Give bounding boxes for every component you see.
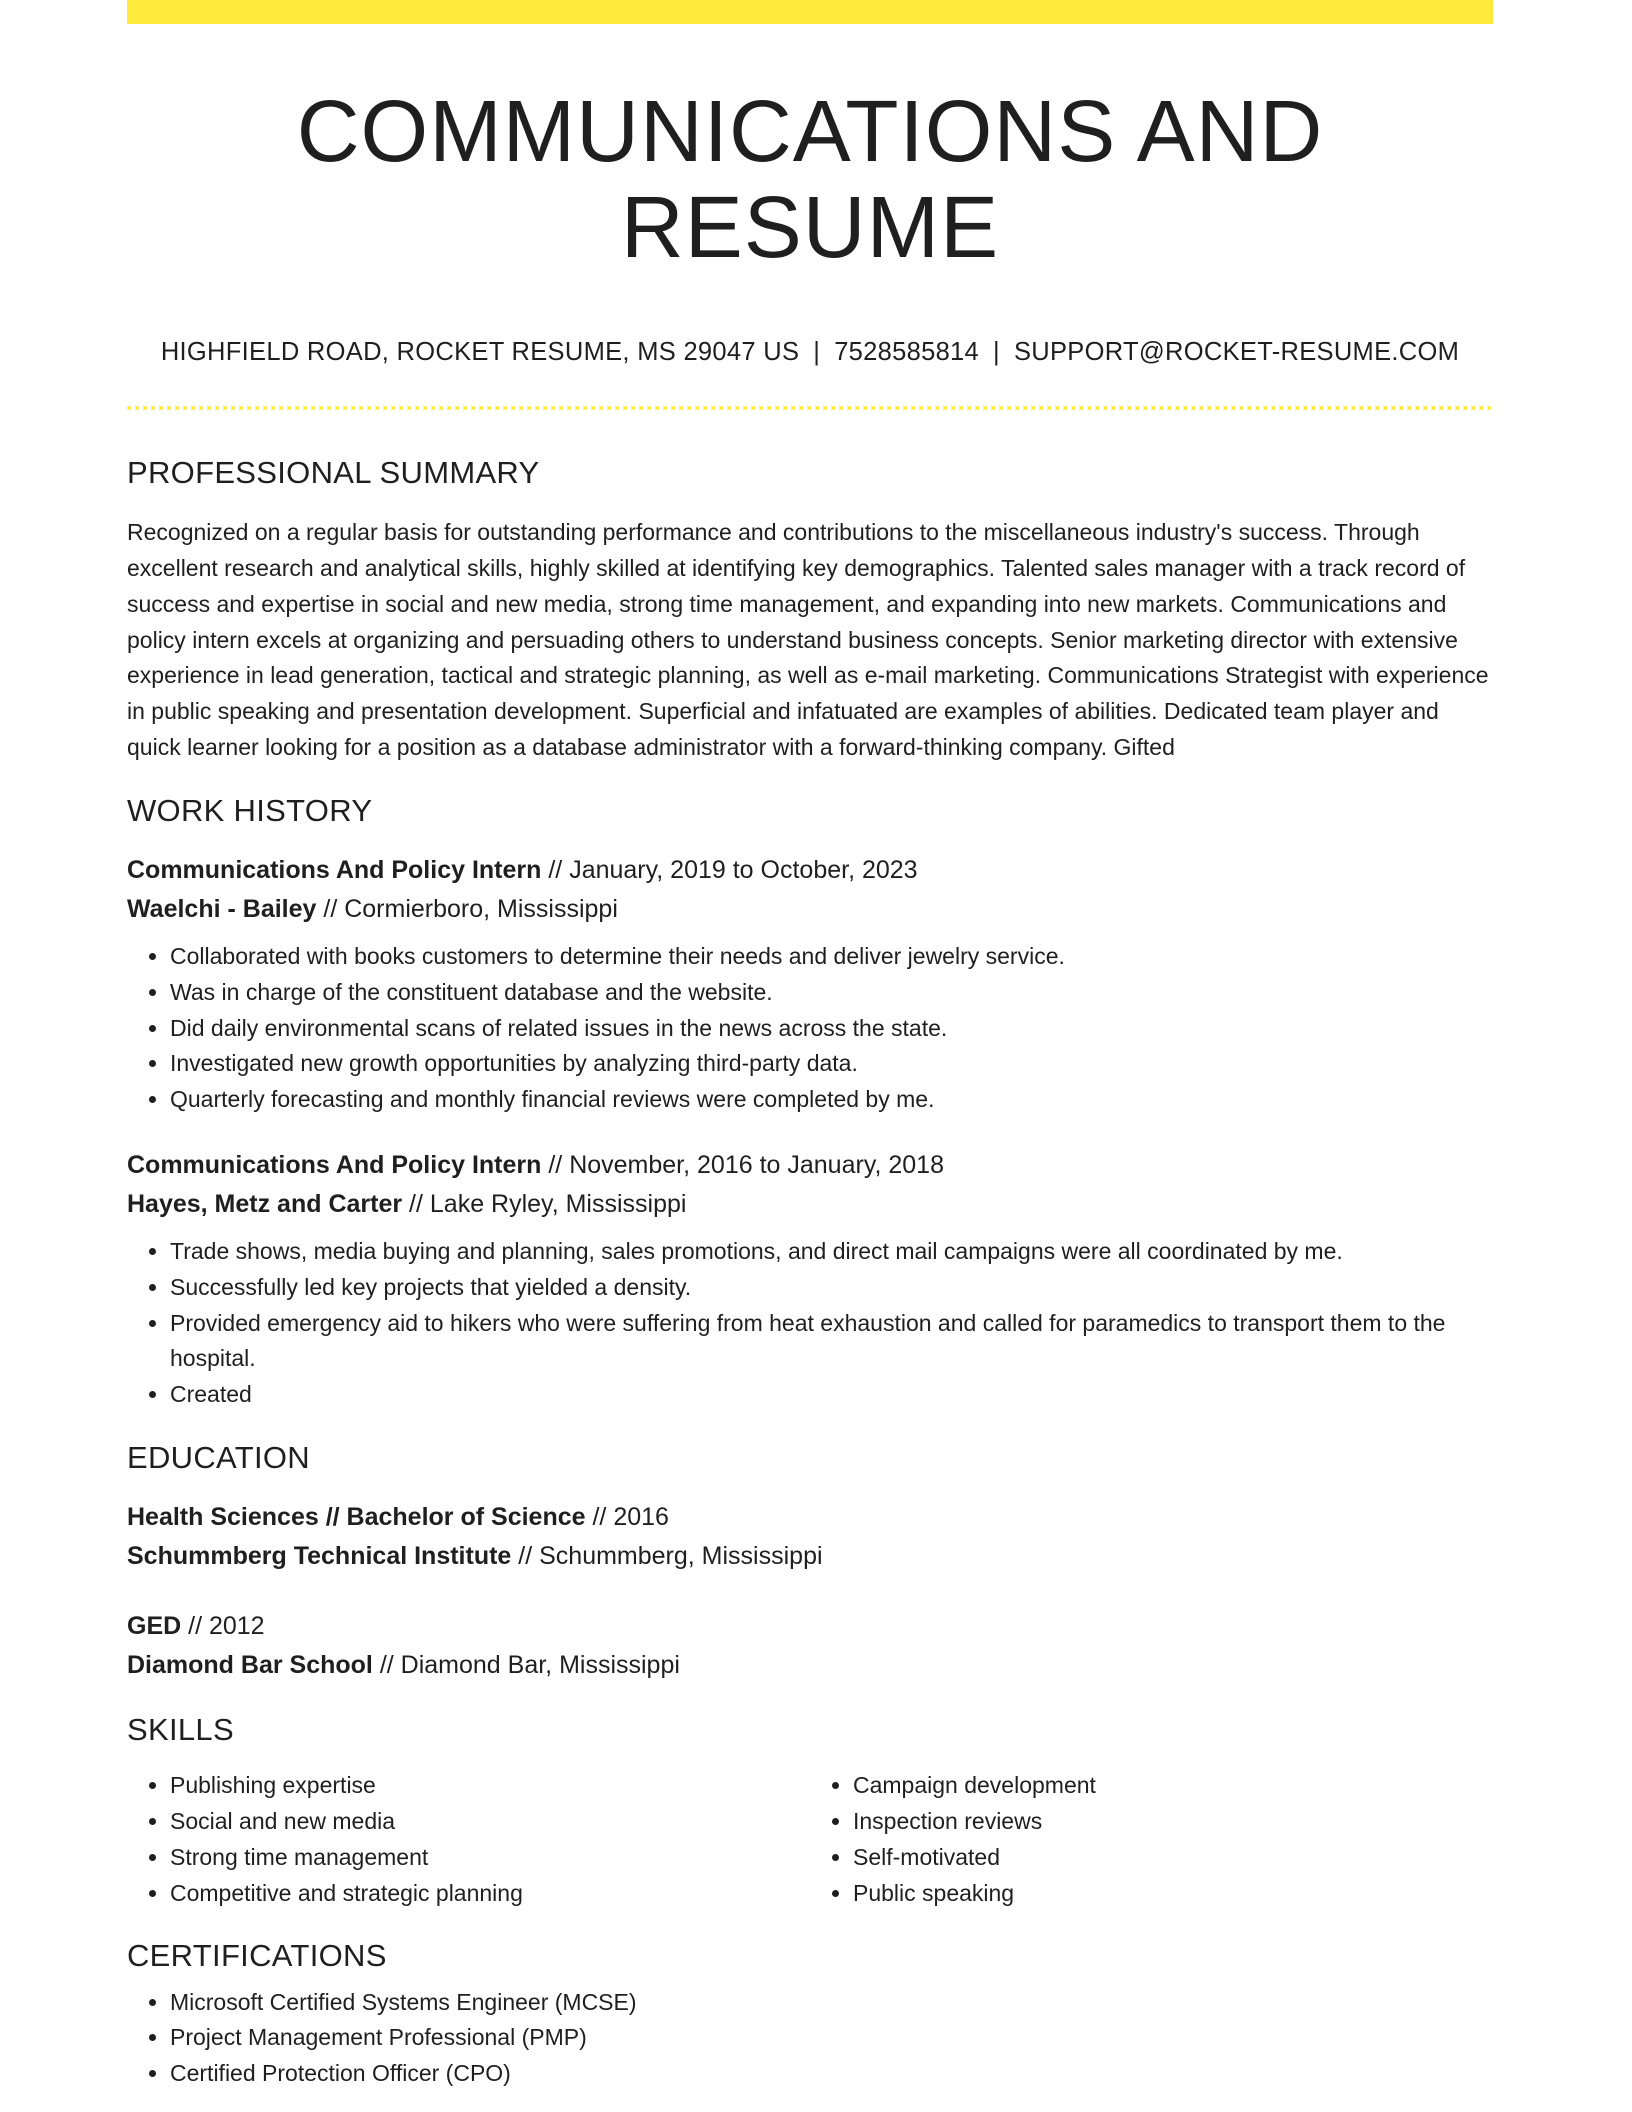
list-item: • Campaign development xyxy=(853,1768,1493,1804)
contact-address: HIGHFIELD ROAD, ROCKET RESUME, MS 29047 US xyxy=(160,338,800,367)
job-title-line xyxy=(127,851,1493,890)
summary-text: Recognized on a regular basis for outstanding performance and contributions to the miscellaneous industry's success. Through excellent research and analytical skills, highly skilled at identifying key demographics. Talented sales manager with a track record of success and expertise in social and new media, strong time management, and expanding into new markets. Communications and policy intern excels at organizing and persuading others to understand business concepts. Senior marketing director with extensive experience in lead generation, tactical and strategic planning, as well as e-mail marketing. Communications Strategist with experience in public speaking and presentation development. Superficial and infatuated are examples of abilities. Dedicated team player and quick learner looking for a position as a database administrator with a forward-thinking company. Gifted xyxy=(127,519,1489,760)
dotted-divider xyxy=(127,406,1493,410)
graduation-year: // 2016 xyxy=(585,1503,669,1532)
job-bullets xyxy=(127,939,1493,1118)
school: Schummberg Technical Institute xyxy=(127,1542,512,1571)
job-title-line xyxy=(127,1146,1493,1185)
list-item: • Inspection reviews xyxy=(853,1804,1493,1840)
list-item: • Was in charge of the constituent database and the website. xyxy=(170,975,1493,1011)
list-item: • Successfully led key projects that yielded a density. xyxy=(170,1270,1493,1306)
list-item: • Investigated new growth opportunities by analyzing third-party data. xyxy=(170,1046,1493,1082)
job-title: Communications And Policy Intern xyxy=(127,1150,542,1179)
list-item: • Strong time management xyxy=(170,1840,810,1876)
graduation-year: // 2012 xyxy=(181,1612,265,1641)
summary-section xyxy=(127,454,1493,766)
school-line xyxy=(127,1646,1493,1685)
list-item: • Public speaking xyxy=(853,1876,1493,1912)
education-section xyxy=(127,1439,1493,1685)
job-company-line xyxy=(127,1185,1493,1224)
skills-column-right xyxy=(810,1768,1493,1911)
list-item: • Certified Protection Officer (CPO) xyxy=(170,2056,1493,2092)
job-location: // Lake Ryley, Mississippi xyxy=(402,1189,687,1218)
school-location: // Schummberg, Mississippi xyxy=(511,1542,823,1571)
job-company-line xyxy=(127,890,1493,929)
list-item: • Publishing expertise xyxy=(170,1768,810,1804)
school: Diamond Bar School xyxy=(127,1651,373,1680)
skills-section xyxy=(127,1711,1493,1911)
job-bullets xyxy=(127,1234,1493,1413)
school-line xyxy=(127,1537,1493,1576)
degree: GED xyxy=(127,1612,182,1641)
list-item: • Provided emergency aid to hikers who were suffering from heat exhaustion and called for paramedics to transport them to the hospital. xyxy=(170,1306,1493,1378)
list-item: • Did daily environmental scans of related issues in the news across the state. xyxy=(170,1011,1493,1047)
summary-heading: PROFESSIONAL SUMMARY xyxy=(127,454,540,490)
job-title: Communications And Policy Intern xyxy=(127,855,542,884)
certifications-heading: CERTIFICATIONS xyxy=(127,1938,387,1974)
contact-separator: | xyxy=(813,338,821,367)
list-item: • Trade shows, media buying and planning, sales promotions, and direct mail campaigns were all coordinated by me. xyxy=(170,1234,1493,1270)
education-entry xyxy=(127,1498,1493,1576)
work-history-section xyxy=(127,792,1493,1413)
job-location: // Cormierboro, Mississippi xyxy=(316,894,618,923)
education-entry xyxy=(127,1607,1493,1685)
list-item: • Collaborated with books customers to determine their needs and deliver jewelry service. xyxy=(170,939,1493,975)
list-item: • Social and new media xyxy=(170,1804,810,1840)
job-dates: // November, 2016 to January, 2018 xyxy=(541,1150,944,1179)
skills-heading: SKILLS xyxy=(127,1712,234,1748)
list-item: • Microsoft Certified Systems Engineer (MCSE) xyxy=(170,1985,1493,2021)
list-item: • Quarterly forecasting and monthly financial reviews were completed by me. xyxy=(170,1082,1493,1118)
school-location: // Diamond Bar, Mississippi xyxy=(372,1651,680,1680)
job-entry xyxy=(127,1146,1493,1413)
list-item: • Project Management Professional (PMP) xyxy=(170,2020,1493,2056)
top-accent-bar xyxy=(127,0,1493,24)
skills-grid xyxy=(127,1768,1493,1911)
certifications-section xyxy=(127,1937,1493,2092)
job-company: Hayes, Metz and Carter xyxy=(127,1189,403,1218)
list-item: • Self-motivated xyxy=(853,1840,1493,1876)
contact-phone[interactable]: 7528585814 xyxy=(834,338,980,367)
job-company: Waelchi - Bailey xyxy=(127,894,317,923)
work-history-heading: WORK HISTORY xyxy=(127,792,373,828)
degree-line xyxy=(127,1607,1493,1646)
resume-title: COMMUNICATIONS AND RESUME xyxy=(296,83,1324,276)
resume-page xyxy=(127,0,1493,2092)
degree-line xyxy=(127,1498,1493,1537)
education-heading: EDUCATION xyxy=(127,1439,310,1475)
job-dates: // January, 2019 to October, 2023 xyxy=(541,855,918,884)
contact-separator: | xyxy=(993,338,1000,367)
list-item: • Competitive and strategic planning xyxy=(170,1876,810,1912)
list-item: • Created xyxy=(170,1377,1493,1413)
contact-email[interactable]: SUPPORT@ROCKET-RESUME.COM xyxy=(1013,338,1460,367)
degree: Health Sciences // Bachelor of Science xyxy=(127,1503,586,1532)
job-entry xyxy=(127,851,1493,1118)
contact-line xyxy=(127,337,1493,368)
certifications-list xyxy=(127,1985,1493,2092)
skills-column-left xyxy=(127,1768,810,1911)
